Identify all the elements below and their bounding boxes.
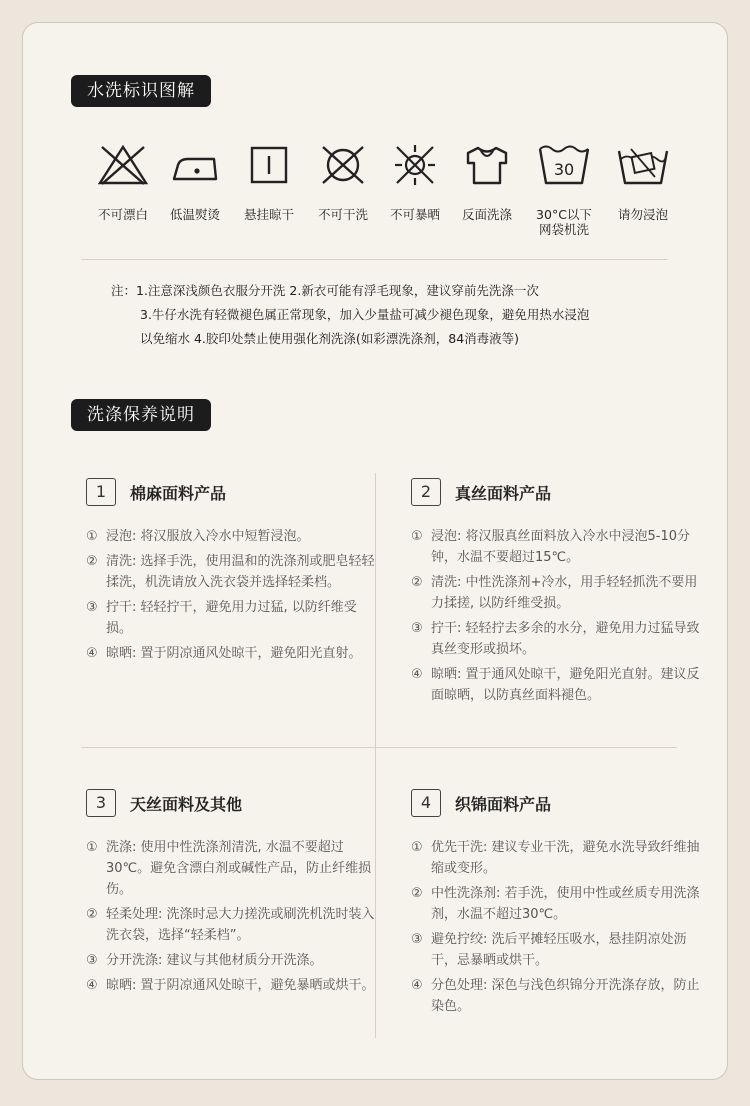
icon-label: 不可暴晒 bbox=[389, 207, 440, 222]
icon-label: 低温熨烫 bbox=[169, 207, 220, 222]
wash-symbols-title: 水洗标识图解 bbox=[71, 75, 211, 107]
care-section-silk bbox=[411, 478, 701, 710]
care-item bbox=[86, 904, 376, 946]
no-sun-icon bbox=[388, 143, 442, 187]
no-dry-clean-icon bbox=[316, 143, 370, 187]
content-card bbox=[22, 22, 728, 1080]
item-marker: ② bbox=[411, 575, 423, 590]
item-marker: ② bbox=[86, 907, 98, 922]
icon-label: 不可漂白 bbox=[97, 207, 148, 222]
no-bleach-icon bbox=[96, 143, 150, 187]
item-text: 优先干洗: 建议专业干洗，避免水洗导致纤维抽缩或变形。 bbox=[431, 840, 700, 876]
item-marker: ④ bbox=[86, 646, 98, 661]
wash-temp-text: 30 bbox=[553, 160, 575, 179]
note-line: 以免缩水 4.胶印处禁止使用强化剂洗涤(如彩漂洗涤剂，84消毒液等) bbox=[140, 331, 520, 346]
item-text: 晾晒: 置于通风处晾干，避免阳光直射。建议反面晾晒，以防真丝面料褪色。 bbox=[431, 667, 700, 703]
section-number: 2 bbox=[411, 478, 441, 506]
care-item bbox=[411, 664, 701, 706]
wash-icons-row bbox=[78, 143, 688, 263]
section-header bbox=[411, 478, 701, 508]
care-section-brocade bbox=[411, 789, 701, 1021]
care-item bbox=[86, 975, 376, 996]
icon-label: 不可干洗 bbox=[317, 207, 368, 222]
note-line: 注：1.注意深浅颜色衣服分开洗 2.新衣可能有浮毛现象，建议穿前先洗涤一次 bbox=[111, 283, 539, 298]
section-title: 真丝面料产品 bbox=[455, 483, 552, 503]
care-item bbox=[86, 551, 376, 593]
section-title: 棉麻面料产品 bbox=[130, 483, 227, 503]
section-header bbox=[86, 789, 376, 819]
item-marker: ④ bbox=[411, 667, 423, 682]
care-item bbox=[411, 837, 701, 879]
item-text: 洗涤: 使用中性洗涤剂清洗, 水温不要超过30℃。避免含漂白剂或碱性产品，防止纤维损伤。 bbox=[106, 840, 372, 897]
item-text: 清洗: 中性洗涤剂+冷水，用手轻轻抓洗不要用力揉搓, 以防纤维受损。 bbox=[431, 575, 698, 611]
item-marker: ③ bbox=[86, 953, 98, 968]
care-item bbox=[411, 572, 701, 614]
icon-label-line2: 网袋机洗 bbox=[538, 222, 589, 237]
care-item bbox=[411, 618, 701, 660]
item-marker: ① bbox=[411, 529, 423, 544]
item-marker: ④ bbox=[411, 978, 423, 993]
icon-label-line1: 30°C以下 bbox=[536, 207, 592, 222]
section-items bbox=[411, 837, 701, 1017]
section-items bbox=[86, 526, 376, 664]
item-text: 拧干: 轻轻拧干，避免用力过猛, 以防纤维受损。 bbox=[106, 600, 357, 636]
care-section-cotton-linen bbox=[86, 478, 376, 668]
item-text: 拧干: 轻轻拧去多余的水分，避免用力过猛导致真丝变形或损坏。 bbox=[431, 621, 700, 657]
divider bbox=[81, 259, 667, 260]
care-item bbox=[86, 837, 376, 900]
item-marker: ③ bbox=[411, 621, 423, 636]
item-marker: ① bbox=[86, 529, 98, 544]
care-item bbox=[86, 950, 376, 971]
no-soak-icon bbox=[613, 143, 673, 187]
item-marker: ④ bbox=[86, 978, 98, 993]
care-item bbox=[86, 643, 376, 664]
section-header bbox=[86, 478, 376, 508]
item-marker: ③ bbox=[411, 932, 423, 947]
item-text: 晾晒: 置于阴凉通风处晾干，避免阳光直射。 bbox=[106, 646, 362, 661]
item-marker: ① bbox=[86, 840, 98, 855]
care-item bbox=[411, 526, 701, 568]
item-text: 中性洗涤剂: 若手洗，使用中性或丝质专用洗涤剂，水温不超过30℃。 bbox=[431, 886, 700, 922]
item-marker: ② bbox=[86, 554, 98, 569]
item-marker: ② bbox=[411, 886, 423, 901]
item-text: 浸泡: 将汉服放入冷水中短暂浸泡。 bbox=[106, 529, 310, 544]
inside-out-wash-icon bbox=[460, 143, 514, 187]
icon-label: 悬挂晾干 bbox=[243, 207, 294, 222]
section-title: 织锦面料产品 bbox=[455, 794, 552, 814]
care-item bbox=[86, 597, 376, 639]
item-text: 晾晒: 置于阴凉通风处晾干，避免暴晒或烘干。 bbox=[106, 978, 375, 993]
item-text: 浸泡: 将汉服真丝面料放入冷水中浸泡5-10分钟，水温不要超过15℃。 bbox=[431, 529, 691, 565]
care-title: 洗涤保养说明 bbox=[71, 399, 211, 431]
care-item bbox=[411, 883, 701, 925]
icon-label: 请勿浸泡 bbox=[617, 207, 668, 222]
care-item bbox=[86, 526, 376, 547]
low-iron-icon bbox=[168, 143, 222, 187]
section-header bbox=[411, 789, 701, 819]
hang-dry-icon bbox=[242, 143, 296, 187]
item-text: 分开洗涤: 建议与其他材质分开洗涤。 bbox=[106, 953, 323, 968]
item-text: 清洗: 选择手洗，使用温和的洗涤剂或肥皂轻轻揉洗，机洗请放入洗衣袋并选择轻柔档。 bbox=[106, 554, 375, 590]
care-item bbox=[411, 975, 701, 1017]
icon-label: 反面洗涤 bbox=[461, 207, 512, 222]
item-text: 轻柔处理: 洗涤时忌大力搓洗或刷洗机洗时装入洗衣袋，选择“轻柔档”。 bbox=[106, 907, 375, 943]
icon-item bbox=[598, 143, 688, 222]
section-number: 4 bbox=[411, 789, 441, 817]
care-section-tencel bbox=[86, 789, 376, 1000]
item-marker: ① bbox=[411, 840, 423, 855]
item-text: 避免拧绞: 洗后平摊轻压吸水，悬挂阴凉处沥干，忌暴晒或烘干。 bbox=[431, 932, 687, 968]
section-number: 3 bbox=[86, 789, 116, 817]
section-items bbox=[86, 837, 376, 996]
note-line: 3.牛仔水洗有轻微褪色属正常现象，加入少量盐可减少褪色现象，避免用热水浸泡 bbox=[140, 307, 590, 322]
section-number: 1 bbox=[86, 478, 116, 506]
section-title: 天丝面料及其他 bbox=[130, 794, 243, 814]
section-items bbox=[411, 526, 701, 706]
care-item bbox=[411, 929, 701, 971]
item-text: 分色处理: 深色与浅色织锦分开洗涤存放，防止染色。 bbox=[431, 978, 700, 1014]
item-marker: ③ bbox=[86, 600, 98, 615]
horizontal-divider bbox=[81, 747, 677, 748]
wash-30-icon bbox=[534, 143, 594, 187]
wash-notes bbox=[111, 279, 681, 351]
